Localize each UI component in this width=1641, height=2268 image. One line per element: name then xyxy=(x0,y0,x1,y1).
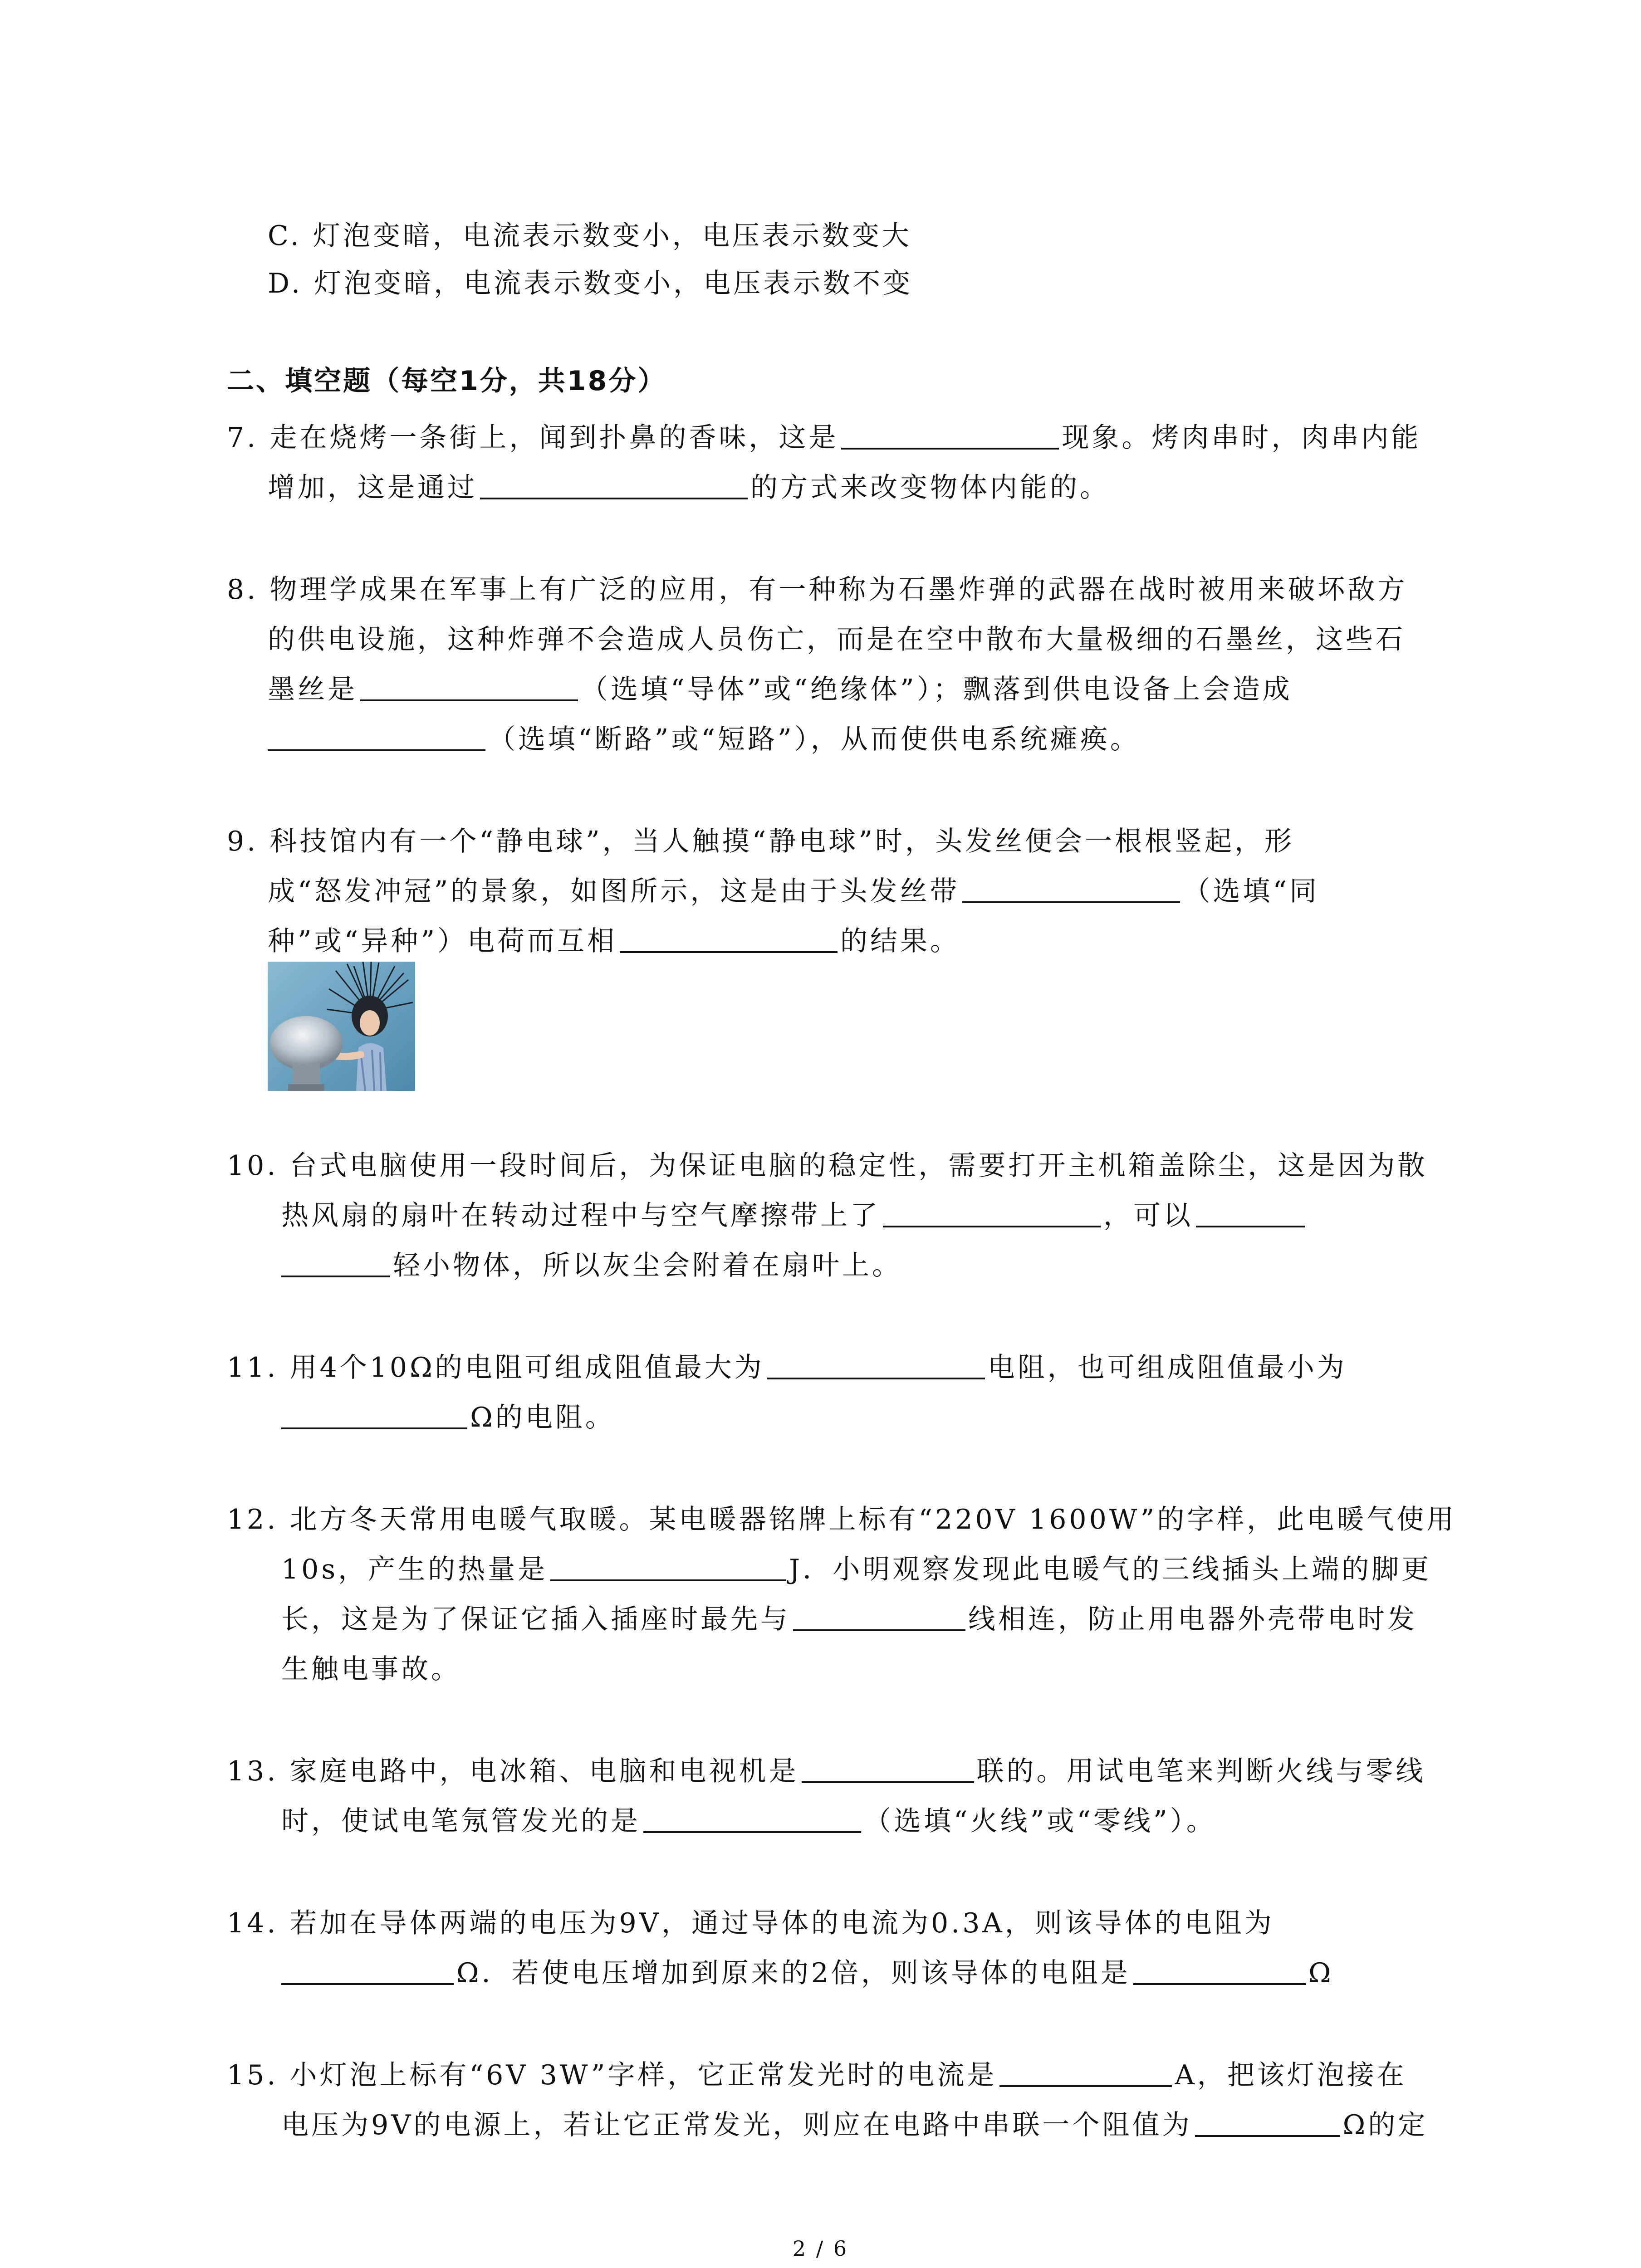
q8-text-1: 墨丝是 xyxy=(268,674,358,705)
answer-blank[interactable] xyxy=(643,1804,861,1833)
q10-text-2: ，可以 xyxy=(1103,1200,1193,1232)
q7-text-4: 的方式来改变物体内能的。 xyxy=(750,472,1110,503)
q10-text-3: 轻小物体，所以灰尘会附着在扇叶上。 xyxy=(393,1250,902,1281)
question-12-line-1: 12. 北方冬天常用电暖气取暖。某电暖器铭牌上标有“220V 1600W”的字样，此电暖气使用 xyxy=(227,1504,1457,1535)
question-12-line-2 xyxy=(281,1545,1431,1594)
q13-text-2: 联的。用试电笔来判断火线与零线 xyxy=(976,1755,1426,1787)
answer-blank[interactable] xyxy=(268,722,485,751)
q14-text-2: Ω xyxy=(1308,1957,1334,1989)
question-10-line-2 xyxy=(281,1191,1308,1241)
q13-text-4: （选填“火线”或“零线”）。 xyxy=(864,1805,1216,1837)
answer-blank[interactable] xyxy=(480,470,748,499)
option-c: C. 灯泡变暗，电流表示数变小，电压表示数变大 xyxy=(268,220,912,252)
q12-text-2: J．小明观察发现此电暖气的三线插头上端的脚更 xyxy=(789,1554,1432,1585)
q7-text-1: 7. 走在烧烤一条街上，闻到扑鼻的香味，这是 xyxy=(227,422,839,454)
question-7-line-1 xyxy=(227,413,1421,463)
question-11-line-1 xyxy=(227,1343,1347,1393)
q15-text-4: Ω的定 xyxy=(1342,2109,1428,2141)
question-8-line-2: 的供电设施，这种炸弹不会造成人员伤亡，而是在空中散布大量极细的石墨丝，这些石 xyxy=(268,624,1406,655)
q12-text-3: 长，这是为了保证它插入插座时最先与 xyxy=(281,1603,790,1635)
answer-blank[interactable] xyxy=(620,924,838,953)
q9-text-1: 成“怒发冲冠”的景象，如图所示，这是由于头发丝带 xyxy=(268,875,960,907)
question-9-line-2 xyxy=(268,866,1319,916)
q13-text-1: 13. 家庭电路中，电冰箱、电脑和电视机是 xyxy=(227,1755,799,1787)
q15-text-3: 电压为9V的电源上，若让它正常发光，则应在电路中串联一个阻值为 xyxy=(281,2109,1192,2141)
q12-text-4: 线相连，防止用电器外壳带电时发 xyxy=(968,1603,1417,1635)
question-15-line-1 xyxy=(227,2050,1407,2100)
question-8-line-3 xyxy=(268,665,1293,714)
answer-blank[interactable] xyxy=(281,1400,467,1429)
q12-text-1: 10s，产生的热量是 xyxy=(281,1554,548,1585)
q11-text-3: Ω的电阻。 xyxy=(470,1402,615,1433)
q11-text-2: 电阻，也可组成阻值最小为 xyxy=(987,1352,1347,1383)
q8-text-2: （选填“导体”或“绝缘体”）；飘落到供电设备上会造成 xyxy=(581,674,1293,705)
answer-blank[interactable] xyxy=(1196,1198,1305,1227)
question-12-line-4: 生触电事故。 xyxy=(281,1653,461,1685)
q8-text-3: （选填“断路”或“短路”），从而使供电系统瘫痪。 xyxy=(488,723,1140,755)
answer-blank[interactable] xyxy=(767,1350,985,1379)
page-number: 2 / 6 xyxy=(792,2236,849,2261)
question-14-line-1: 14. 若加在导体两端的电压为9V，通过导体的电流为0.3A，则该导体的电阻为 xyxy=(227,1907,1274,1939)
question-10-line-1: 10. 台式电脑使用一段时间后，为保证电脑的稳定性，需要打开主机箱盖除尘，这是因为散 xyxy=(227,1150,1428,1182)
question-8-line-1: 8. 物理学成果在军事上有广泛的应用，有一种称为石墨炸弹的武器在战时被用来破坏敌方 xyxy=(227,574,1408,606)
answer-blank[interactable] xyxy=(360,672,578,701)
static-ball-photo xyxy=(268,962,415,1091)
answer-blank[interactable] xyxy=(999,2058,1172,2087)
question-9-line-3 xyxy=(268,916,960,966)
q7-text-3: 增加，这是通过 xyxy=(268,472,477,503)
q7-text-2: 现象。烤肉串时，肉串内能 xyxy=(1062,422,1421,454)
question-8-line-4 xyxy=(268,714,1140,764)
answer-blank[interactable] xyxy=(550,1552,786,1581)
answer-blank[interactable] xyxy=(802,1754,974,1783)
question-14-line-2 xyxy=(281,1948,1334,1998)
question-7-line-2 xyxy=(268,463,1110,513)
q14-text-1: Ω．若使电压增加到原来的2倍，则该导体的电阻是 xyxy=(456,1957,1131,1989)
question-15-line-2 xyxy=(281,2100,1428,2150)
answer-blank[interactable] xyxy=(1195,2108,1340,2137)
q10-text-1: 热风扇的扇叶在转动过程中与空气摩擦带上了 xyxy=(281,1200,880,1232)
question-9-line-1: 9. 科技馆内有一个“静电球”，当人触摸“静电球”时，头发丝便会一根根竖起，形 xyxy=(227,826,1295,857)
section-title: 二、填空题（每空1分，共18分） xyxy=(227,365,667,397)
q9-text-4: 的结果。 xyxy=(840,925,960,957)
q15-text-2: A，把该灯泡接在 xyxy=(1175,2059,1407,2091)
q15-text-1: 15. 小灯泡上标有“6V 3W”字样，它正常发光时的电流是 xyxy=(227,2059,997,2091)
q9-text-3: 种”或“异种”）电荷而互相 xyxy=(268,925,617,957)
question-13-line-2 xyxy=(281,1796,1216,1846)
answer-blank[interactable] xyxy=(1133,1956,1306,1985)
answer-blank[interactable] xyxy=(281,1956,454,1985)
question-11-line-2 xyxy=(281,1393,615,1442)
static-ball-illustration xyxy=(268,962,415,1091)
question-13-line-1 xyxy=(227,1746,1426,1796)
answer-blank[interactable] xyxy=(793,1602,965,1631)
answer-blank[interactable] xyxy=(841,420,1059,450)
option-d: D. 灯泡变暗，电流表示数变小，电压表示数不变 xyxy=(268,268,913,299)
answer-blank[interactable] xyxy=(962,874,1180,903)
q9-text-2: （选填“同 xyxy=(1183,875,1320,907)
answer-blank[interactable] xyxy=(281,1248,390,1277)
question-10-line-3 xyxy=(281,1241,902,1290)
question-12-line-3 xyxy=(281,1594,1417,1644)
answer-blank[interactable] xyxy=(883,1198,1101,1227)
q11-text-1: 11. 用4个10Ω的电阻可组成阻值最大为 xyxy=(227,1352,764,1383)
q13-text-3: 时，使试电笔氖管发光的是 xyxy=(281,1805,641,1837)
